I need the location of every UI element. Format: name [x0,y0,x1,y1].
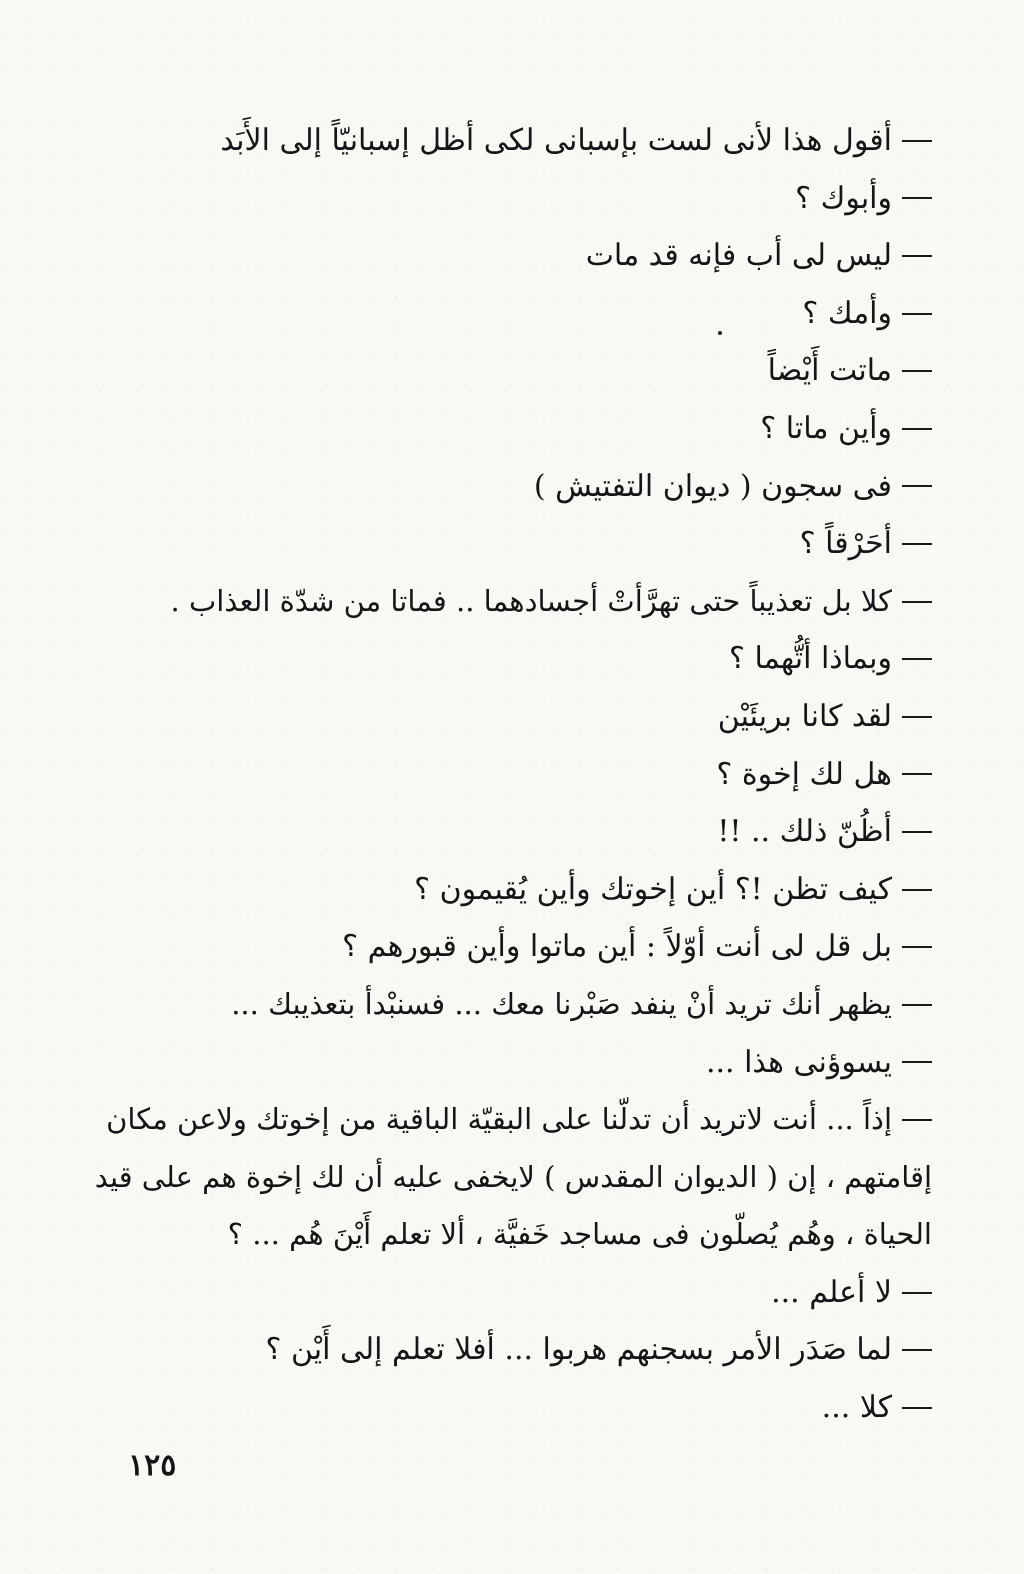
dialogue-dash [902,1061,932,1063]
ink-speck [718,331,722,335]
line-text: أقول هذا لأنى لست بإسبانى لكى أظل إسبانيّاً إلى الأَبَد [220,123,892,158]
line-text: وأبوك ؟ [795,180,892,216]
line-text: لقد كانا بريئَيْن [717,698,892,734]
dialogue-dash [902,1004,932,1006]
paragraph-line [94,1149,932,1207]
dialogue-dash [902,946,932,948]
line-text: وبماذا أتُّهما ؟ [728,641,892,677]
dialogue-dash [902,1407,932,1409]
line-text: هل لك إخوة ؟ [716,756,892,792]
dialogue-dash [902,1349,932,1351]
dialogue-line [128,1379,932,1437]
line-text: الحياة ، وهُم يُصلّون فى مساجد خَفيَّة ، ألا تعلم أَيْنَ هُم ... ؟ [227,1217,932,1252]
dialogue-dash [902,197,932,199]
dialogue-line [128,458,932,516]
page-number: ١٢٥ [128,1448,177,1483]
line-text: بل قل لى أنت أوّلاً : أين ماتوا وأين قبورهم ؟ [342,929,892,965]
dialogue-line [128,976,932,1034]
dialogue-line [128,342,932,400]
line-text: فى سجون ( ديوان التفتيش ) [533,468,892,504]
dialogue-dash [902,889,932,891]
dialogue-dash [902,716,932,718]
dialogue-line [128,573,932,631]
dialogue-dash [902,140,932,142]
dialogue-dash [902,773,932,775]
dialogue-line [128,630,932,688]
dialogue-dash [902,1292,932,1294]
line-text: ليس لى أب فإنه قد مات [585,238,892,274]
dialogue-dash [902,831,932,833]
line-text: كلا ... [821,1390,892,1426]
dialogue-line [106,1091,932,1149]
line-text: وأمك ؟ [802,295,892,331]
line-text: لما صَدَر الأمر بسجنهم هربوا ... أفلا تعلم إلى أَيْن ؟ [265,1332,892,1368]
dialogue-line [128,746,932,804]
dialogue-line [128,1034,932,1092]
dialogue-dash [902,543,932,545]
line-text: أظُنّ ذلك .. !! [717,814,892,850]
dialogue-dash [902,428,932,430]
line-text: كيف تظن !؟ أين إخوتك وأين يُقيمون ؟ [414,871,892,907]
dialogue-dash [902,601,932,603]
dialogue-dash [902,370,932,372]
dialogue-dash [902,255,932,257]
line-text: يظهر أنك تريد أنْ ينفد صَبْرنا معك ... فسنبْدأ بتعذيبك ... [231,986,892,1021]
text-body [94,112,932,1437]
dialogue-line [128,170,932,228]
dialogue-line [128,918,932,976]
dialogue-line [128,861,932,919]
line-text: إقامتهم ، إن ( الديوان المقدس ) لايخفى عليه أن لك إخوة هم على قيد [94,1159,932,1194]
dialogue-line [128,515,932,573]
line-text: وأين ماتا ؟ [760,410,892,446]
dialogue-dash [902,313,932,315]
dialogue-line [128,400,932,458]
dialogue-dash [902,1119,932,1121]
dialogue-line [128,688,932,746]
dialogue-line [128,1264,932,1322]
line-text: لا أعلم ... [771,1274,892,1310]
paragraph-line [128,1206,932,1264]
dialogue-line [128,803,932,861]
line-text: أحَرْقاً ؟ [799,526,892,562]
dialogue-dash [902,658,932,660]
line-text: كلا بل تعذيباً حتى تهرَّأتْ أجسادهما .. فماتا من شدّة العذاب . [170,583,892,618]
dialogue-dash [902,485,932,487]
dialogue-line [128,227,932,285]
dialogue-line [128,285,932,343]
line-text: يسوؤنى هذا ... [705,1044,892,1080]
dialogue-line [128,1321,932,1379]
dialogue-line [128,112,932,170]
line-text: ماتت أَيْضاً [767,353,892,389]
line-text: إذاً ... أنت لاتريد أن تدلّنا على البقيّة الباقية من إخوتك ولاعن مكان [106,1102,892,1137]
